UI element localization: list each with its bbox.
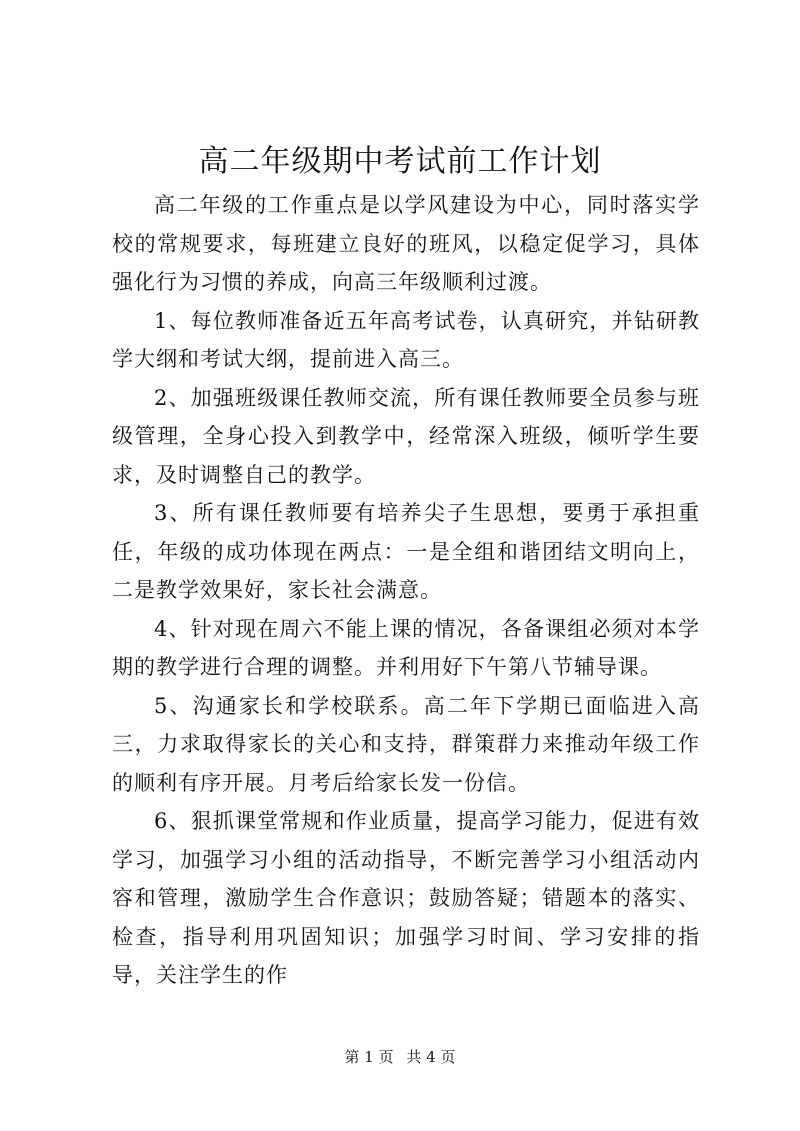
paragraph-item-2: 2、加强班级课任教师交流，所有课任教师要全员参与班级管理，全身心投入到教学中，经常深入班级，倾听学生要求，及时调整自己的教学。 xyxy=(112,385,700,487)
paragraph-item-3: 3、所有课任教师要有培养尖子生思想，要勇于承担重任，年级的成功体现在两点：一是全组和谐团结文明向上，二是教学效果好，家长社会满意。 xyxy=(112,501,700,602)
document-title: 高二年级期中考试前工作计划 xyxy=(198,144,602,179)
page-number: 第 1 页 xyxy=(344,1048,394,1066)
page-total: 共 4 页 xyxy=(406,1048,456,1066)
page-footer xyxy=(0,1047,800,1067)
paragraph-item-4: 4、针对现在周六不能上课的情况，各备课组必须对本学期的教学进行合理的调整。并利用好下午第八节辅导课。 xyxy=(112,616,700,679)
paragraph-item-1: 1、每位教师准备近五年高考试卷，认真研究，并钻研教学大纲和考试大纲，提前进入高三。 xyxy=(112,308,700,371)
paragraph-item-6: 6、狠抓课堂常规和作业质量，提高学习能力，促进有效学习，加强学习小组的活动指导，不断完善学习小组活动内容和管理，激励学生合作意识；鼓励答疑；错题本的落实、检查，指导利用巩固知识；加强学习时间、学习安排的指导，关注学生的作 xyxy=(112,809,700,987)
paragraph-item-5: 5、沟通家长和学校联系。高二年下学期已面临进入高三，力求取得家长的关心和支持，群策群力来推动年级工作的顺利有序开展。月考后给家长发一份信。 xyxy=(112,693,700,795)
document-body xyxy=(112,186,700,995)
paragraph-intro: 高二年级的工作重点是以学风建设为中心，同时落实学校的常规要求，每班建立良好的班风，以稳定促学习，具体强化行为习惯的养成，向高三年级顺利过渡。 xyxy=(112,193,700,294)
